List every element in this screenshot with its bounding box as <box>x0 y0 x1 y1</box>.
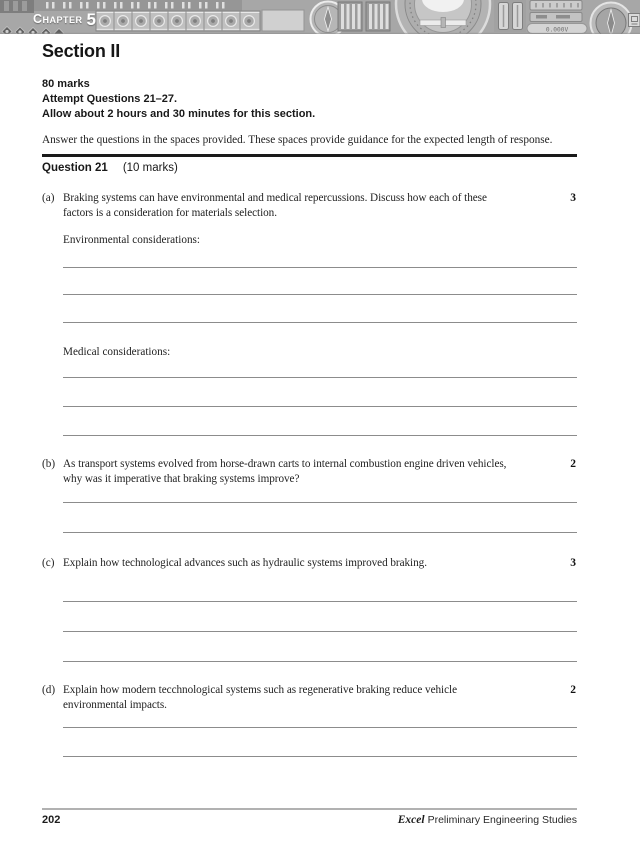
answer-space <box>63 487 577 533</box>
answer-line <box>63 378 577 407</box>
question-heading <box>42 162 178 174</box>
part-text-line: environmental impacts. <box>63 699 167 711</box>
total-marks: 80 marks <box>42 78 90 90</box>
section-title: Section II <box>42 41 121 61</box>
question-part-b <box>42 457 577 533</box>
attempt-instruction: Attempt Questions 21–27. <box>42 93 178 105</box>
component-pair <box>494 0 526 32</box>
book-title <box>398 814 577 826</box>
chapter-label <box>33 10 96 30</box>
chapter-word: Chapter <box>33 12 83 26</box>
part-text-line: Explain how technological advances such as hydraulic systems improved braking. <box>63 557 427 569</box>
answer-space <box>63 713 577 757</box>
subsection-label: Medical considerations: <box>63 346 171 358</box>
answer-line <box>63 487 577 503</box>
part-label: (c) <box>42 557 55 569</box>
answer-line <box>63 360 577 378</box>
answer-line <box>63 248 577 268</box>
question-part-c <box>42 556 577 662</box>
part-text-line: why was it imperative that braking systems improve? <box>63 473 300 485</box>
terminal-block-row <box>96 11 260 31</box>
subsection-label: Environmental considerations: <box>63 234 201 246</box>
part-marks: 3 <box>570 192 576 204</box>
part-marks: 3 <box>570 557 576 569</box>
answer-line <box>63 602 577 632</box>
answer-instructions: Answer the questions in the spaces provided. These spaces provide guidance for the expected length of response. <box>42 134 553 146</box>
answer-line <box>63 713 577 728</box>
answer-line <box>63 295 577 323</box>
book-title-text: Preliminary Engineering Studies <box>427 814 577 826</box>
question-part-d <box>42 683 577 757</box>
time-instruction: Allow about 2 hours and 30 minutes for this section. <box>42 108 316 120</box>
section-divider-rule <box>42 154 577 157</box>
answer-line <box>63 632 577 662</box>
answer-line <box>63 407 577 436</box>
part-label: (d) <box>42 684 56 696</box>
large-gauge-icon <box>396 0 490 34</box>
part-marks: 2 <box>570 458 576 470</box>
part-text-line: Braking systems can have environmental and medical repercussions. Discuss how each of these <box>63 192 487 204</box>
answer-line <box>63 728 577 757</box>
meter-readout: 0.000V <box>545 26 569 34</box>
part-text-line: As transport systems evolved from horse-drawn carts to internal combustion engine driven vehicles, <box>63 458 507 470</box>
answer-line <box>63 571 577 602</box>
control-panel-photo <box>0 0 640 34</box>
question-title: Question 21 <box>42 162 108 174</box>
chapter-banner <box>0 0 640 34</box>
knob-icon <box>591 3 632 35</box>
answer-line <box>63 268 577 295</box>
answer-space <box>63 360 577 436</box>
part-label: (b) <box>42 458 56 470</box>
panel-blank-block <box>262 10 304 31</box>
brand-logo: Excel <box>397 814 425 826</box>
answer-space <box>63 248 577 323</box>
answer-line <box>63 503 577 533</box>
part-label: (a) <box>42 192 55 204</box>
meter-displays <box>527 1 587 34</box>
connector-icon <box>629 14 640 27</box>
answer-space <box>63 571 577 662</box>
part-marks: 2 <box>570 684 576 696</box>
footer-rule <box>42 808 577 810</box>
section-intro <box>42 77 315 122</box>
chapter-number: 5 <box>86 10 96 29</box>
part-text-line: factors is a consideration for materials selection. <box>63 207 277 219</box>
question-marks: (10 marks) <box>122 162 178 174</box>
page-number: 202 <box>42 814 61 826</box>
question-part-a <box>42 191 577 436</box>
part-text-line: Explain how modern tecchnological systems such as regenerative braking reduce vehicle <box>63 684 458 696</box>
